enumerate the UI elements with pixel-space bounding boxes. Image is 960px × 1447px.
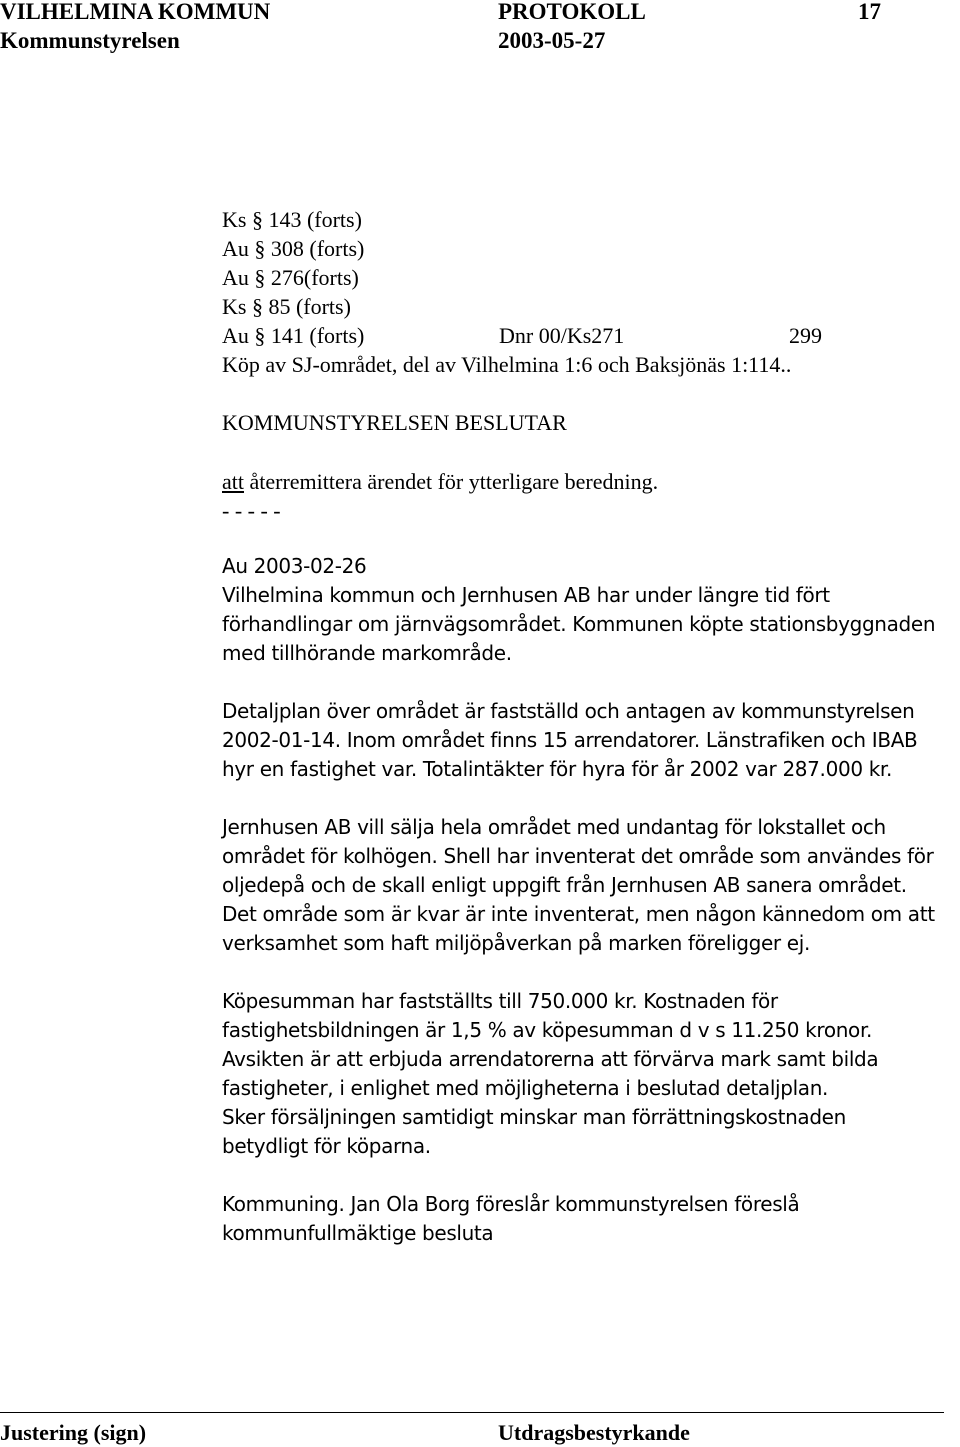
paragraph-sale	[222, 813, 960, 958]
paragraph-line: Avsikten är att erbjuda arrendatorerna att förvärva mark samt bilda	[222, 1047, 879, 1071]
paragraph-proposal	[222, 1190, 960, 1248]
diary-number: Dnr 00/Ks271	[499, 323, 625, 348]
case-reference-text: Au § 308 (forts)	[222, 236, 365, 261]
case-reference-text: Ks § 85 (forts)	[222, 294, 351, 319]
paragraph-line: förhandlingar om järnvägsområdet. Kommunen köpte stationsbyggnaden	[222, 612, 936, 636]
case-reference-text: Au § 276(forts)	[222, 265, 359, 290]
case-reference	[222, 205, 922, 234]
footer-utdragsbestyrkande: Utdragsbestyrkande	[498, 1420, 690, 1445]
paragraph-line: hyr en fastighet var. Totalintäkter för hyra för år 2002 var 287.000 kr.	[222, 757, 892, 781]
header-page-number: 17	[858, 0, 881, 24]
paragraph-line: betydligt för köparna.	[222, 1134, 431, 1158]
footer-justering: Justering (sign)	[0, 1420, 147, 1445]
paragraph-line: Sker försäljningen samtidigt minskar man förrättningskostnaden	[222, 1105, 846, 1129]
archive-page-number: 299	[789, 323, 822, 348]
header-doc-type: PROTOKOLL	[498, 0, 646, 24]
case-reference	[222, 321, 922, 350]
paragraph-line: Detaljplan över området är fastställd och antagen av kommunstyrelsen	[222, 699, 915, 723]
paragraph-background	[222, 552, 960, 668]
case-reference	[222, 263, 922, 292]
paragraph-line: fastighetsbildningen är 1,5 % av köpesumman d v s 11.250 kronor.	[222, 1018, 872, 1042]
header-body-name: Kommunstyrelsen	[0, 28, 180, 53]
paragraph-line: verksamhet som haft miljöpåverkan på marken föreligger ej.	[222, 931, 810, 955]
paragraph-detail-plan	[222, 697, 960, 784]
decision-att: att	[222, 469, 244, 494]
case-reference	[222, 234, 922, 263]
protocol-body	[222, 552, 960, 1277]
case-subject-text: Köp av SJ-området, del av Vilhelmina 1:6 och Baksjönäs 1:114..	[222, 352, 792, 377]
paragraph-purchase-price	[222, 987, 960, 1161]
separator: - - - - -	[222, 498, 281, 523]
paragraph-line: Au 2003-02-26	[222, 554, 367, 578]
paragraph-line: oljedepå och de skall enligt uppgift från Jernhusen AB sanera området.	[222, 873, 907, 897]
paragraph-line: fastigheter, i enlighet med möjligheterna i beslutad detaljplan.	[222, 1076, 829, 1100]
header-municipality: VILHELMINA KOMMUN	[0, 0, 271, 24]
paragraph-line: Vilhelmina kommun och Jernhusen AB har under längre tid fört	[222, 583, 830, 607]
paragraph-line: Köpesumman har fastställts till 750.000 kr. Kostnaden för	[222, 989, 778, 1013]
case-references	[222, 205, 922, 379]
header-date: 2003-05-27	[498, 28, 606, 53]
decision-text	[222, 467, 658, 496]
paragraph-line: området för kolhögen. Shell har inventerat det område som användes för	[222, 844, 934, 868]
footer-rule	[0, 1412, 944, 1413]
paragraph-line: Jernhusen AB vill sälja hela området med undantag för lokstallet och	[222, 815, 886, 839]
paragraph-line: kommunfullmäktige besluta	[222, 1221, 494, 1245]
case-reference	[222, 292, 922, 321]
case-reference-text: Ks § 143 (forts)	[222, 207, 362, 232]
paragraph-line: Kommuning. Jan Ola Borg föreslår kommunstyrelsen föreslå	[222, 1192, 800, 1216]
paragraph-line: 2002-01-14. Inom området finns 15 arrendatorer. Länstrafiken och IBAB	[222, 728, 918, 752]
paragraph-line: Det område som är kvar är inte inventerat, men någon kännedom om att	[222, 902, 935, 926]
case-reference-text: Au § 141 (forts)	[222, 323, 365, 348]
decision-heading: KOMMUNSTYRELSEN BESLUTAR	[222, 410, 567, 435]
paragraph-line: med tillhörande markområde.	[222, 641, 512, 665]
case-subject	[222, 350, 922, 379]
decision-body: återremittera ärendet för ytterligare beredning.	[244, 469, 659, 494]
